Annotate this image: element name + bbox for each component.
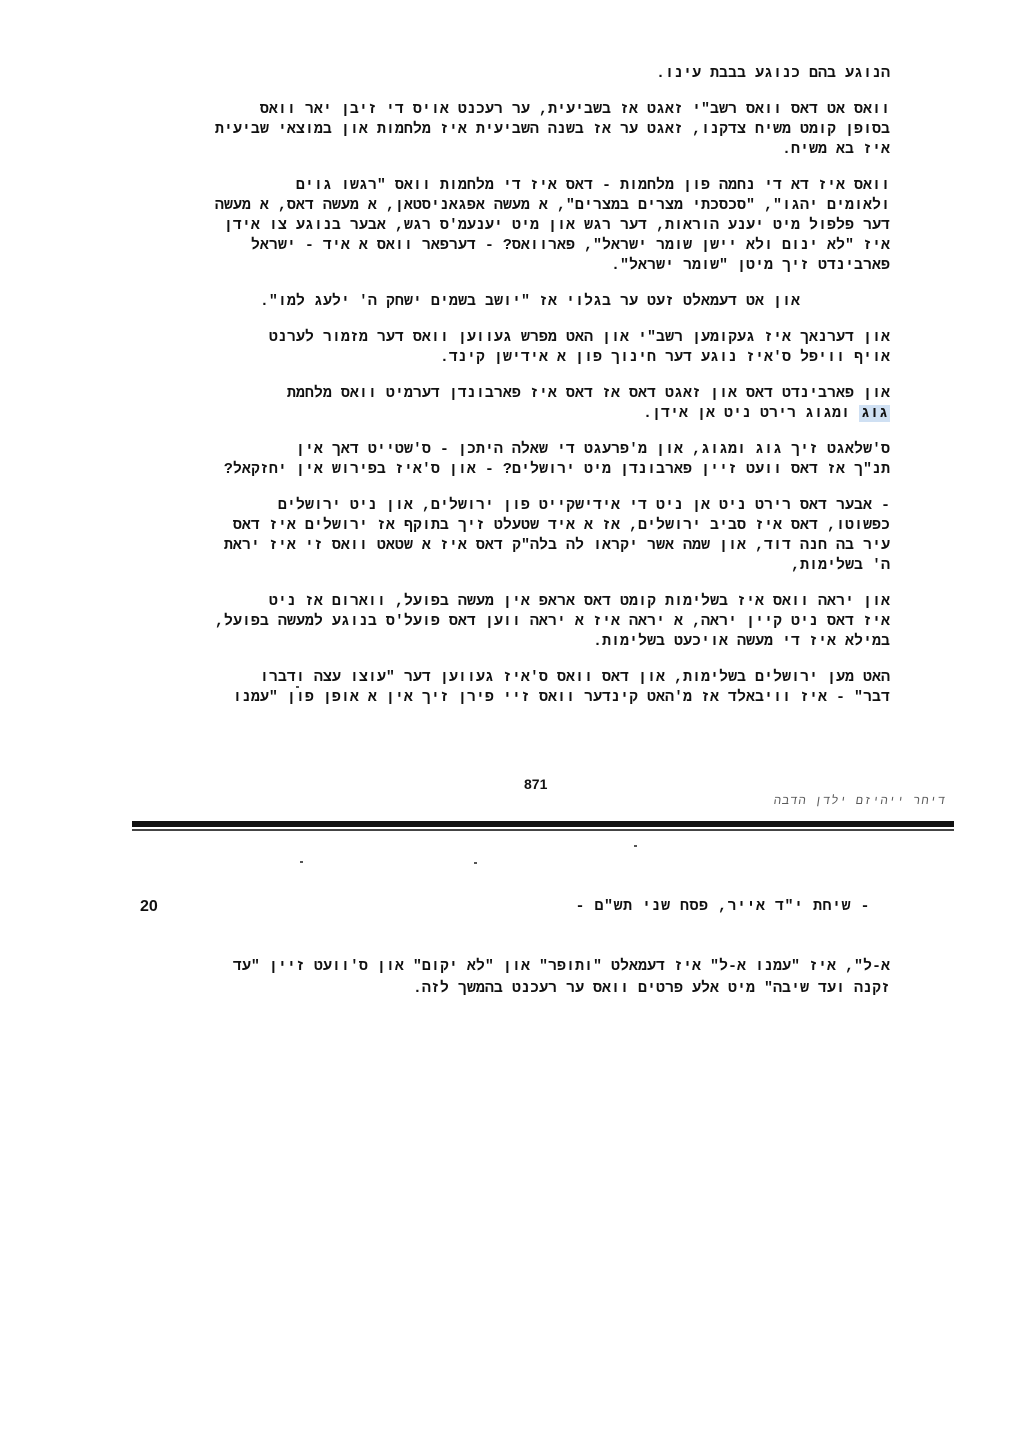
upper-page-number: 871: [524, 776, 548, 792]
text-line: ס'שלאגט זיך גוג ומגוג, און מ'פרעגט די שאלה היתכן - ס'שטייט דאך אין: [295, 441, 890, 458]
page-divider-thin: [132, 829, 954, 831]
paragraph-3: [186, 176, 890, 276]
text-line: במילא איז די מעשה אויכעט בשלימות.: [592, 633, 890, 650]
paragraph-8: [186, 496, 890, 576]
lower-page-title: - שיחת י"ד אייר, פסח שני תש"ם -: [575, 898, 870, 915]
scan-speck: [296, 686, 299, 688]
scan-speck: [474, 862, 477, 864]
scan-speck: [300, 861, 303, 863]
paragraph-6: [186, 384, 890, 424]
paragraph-10: [186, 668, 890, 708]
text-line: בסופן קומט משיח צדקנו, זאגט ער אז בשנה השביעית איז מלחמות און במוצאי שביעית: [214, 121, 890, 138]
text-line: איז דאס ניט קיין יראה, א יראה איז א יראה ווען דאס פועל'ס בנוגע למעשה בפועל,: [214, 613, 890, 630]
text-line: און אט דעמאלט זעט ער בגלוי אז "יושב בשמים ישחק ה' ילעג למו".: [259, 293, 800, 310]
text-line: אויף וויפל ס'איז נוגע דער חינוך פון א אידישן קינד.: [439, 349, 890, 366]
text-line: איז "לא ינום ולא יישן שומר ישראל", פארוואס? - דערפאר וואס א איד - ישראל: [250, 237, 890, 254]
text-line: עיר בה חנה דוד, און שמה אשר יקראו לה בלה"ק דאס איז א שטאט וואס זי איז יראת: [223, 537, 890, 554]
text-line: הנוגע בהם כנוגע בבבת עינו.: [655, 65, 890, 82]
paragraph-4: [186, 292, 890, 312]
lower-page-number: 20: [140, 898, 158, 915]
text-line: פארבינדט זיך מיטן "שומר ישראל".: [610, 257, 890, 274]
text-line: האט מען ירושלים בשלימות, און דאס וואס ס'איז געווען דער "עוצו עצה ודברו: [259, 669, 890, 686]
text-line: ולאומים יהגו", "סכסכתי מצרים במצרים", א מעשה אפגאניסטאן, א מעשה דאס, א מעשה: [214, 197, 890, 214]
text-line: וואס אט דאס וואס רשב"י זאגט אז בשביעית, ער רעכנט אויס די זיבן יאר וואס: [259, 101, 890, 118]
lower-page-header: [140, 898, 870, 922]
text-line: - אבער דאס רירט ניט אן ניט די אידישקייט פון ירושלים, און ניט ירושלים: [277, 497, 890, 514]
paragraph-5: [186, 328, 890, 368]
upper-page-text: [186, 64, 890, 724]
text-line: און דערנאך איז געקומען רשב"י און האט מפרש געווען וואס דער מזמור לערנט: [268, 329, 890, 346]
text-line: און יראה וואס איז בשלימות קומט דאס אראפ אין מעשה בפועל, ווארום אז ניט: [268, 593, 890, 610]
footer-handwriting: דיחר ייהיזם ילדן הדבה: [772, 794, 947, 808]
text-line: תנ"ך אז דאס וועט זיין פארבונדן מיט ירושלים? - און ס'איז בפירוש אין יחזקאל?: [223, 461, 890, 478]
lower-page-text: [138, 956, 890, 1000]
text-line: דבר" - איז וויבאלד אז מ'האט קינדער וואס זיי פירן זיך אין א אופן פון "עמנו: [232, 689, 890, 706]
text-line: כפשוטו, דאס איז סביב ירושלים, אז א איד שטעלט זיך בתוקף אז ירושלים איז דאס: [232, 517, 890, 534]
text-line: א-ל", איז "עמנו א-ל" איז דעמאלט "ותופר" און "לא יקום" און ס'וועט זיין "עד: [232, 958, 890, 975]
paragraph-1: [186, 64, 890, 84]
highlighted-word[interactable]: גוג: [860, 405, 888, 422]
text-line: זקנה ועד שיבה" מיט אלע פרטים וואס ער רעכנט בהמשך לזה.: [412, 980, 890, 997]
page-divider-thick: [132, 821, 954, 827]
text-line-highlighted: [186, 404, 890, 424]
text-line: איז בא משיח.: [781, 141, 890, 158]
paragraph-9: [186, 592, 890, 652]
text-line: און פארבינדט דאס און זאגט דאס אז דאס איז פארבונדן דערמיט וואס מלחמת: [286, 385, 890, 402]
paragraph-2: [186, 100, 890, 160]
text-line: וואס איז דא די נחמה פון מלחמות - דאס איז די מלחמות וואס "רגשו גוים: [295, 177, 890, 194]
text-line: דער פלפול מיט יענע הוראות, דער רגש און מיט יענעמ'ס רגש, אבער בנוגע צו אידן: [223, 217, 890, 234]
paragraph-7: [186, 440, 890, 480]
scan-speck: [634, 845, 637, 847]
text-line: ה' בשלימות,: [790, 557, 890, 574]
text-line-rest: ומגוג רירט ניט אן אידן.: [642, 405, 859, 422]
